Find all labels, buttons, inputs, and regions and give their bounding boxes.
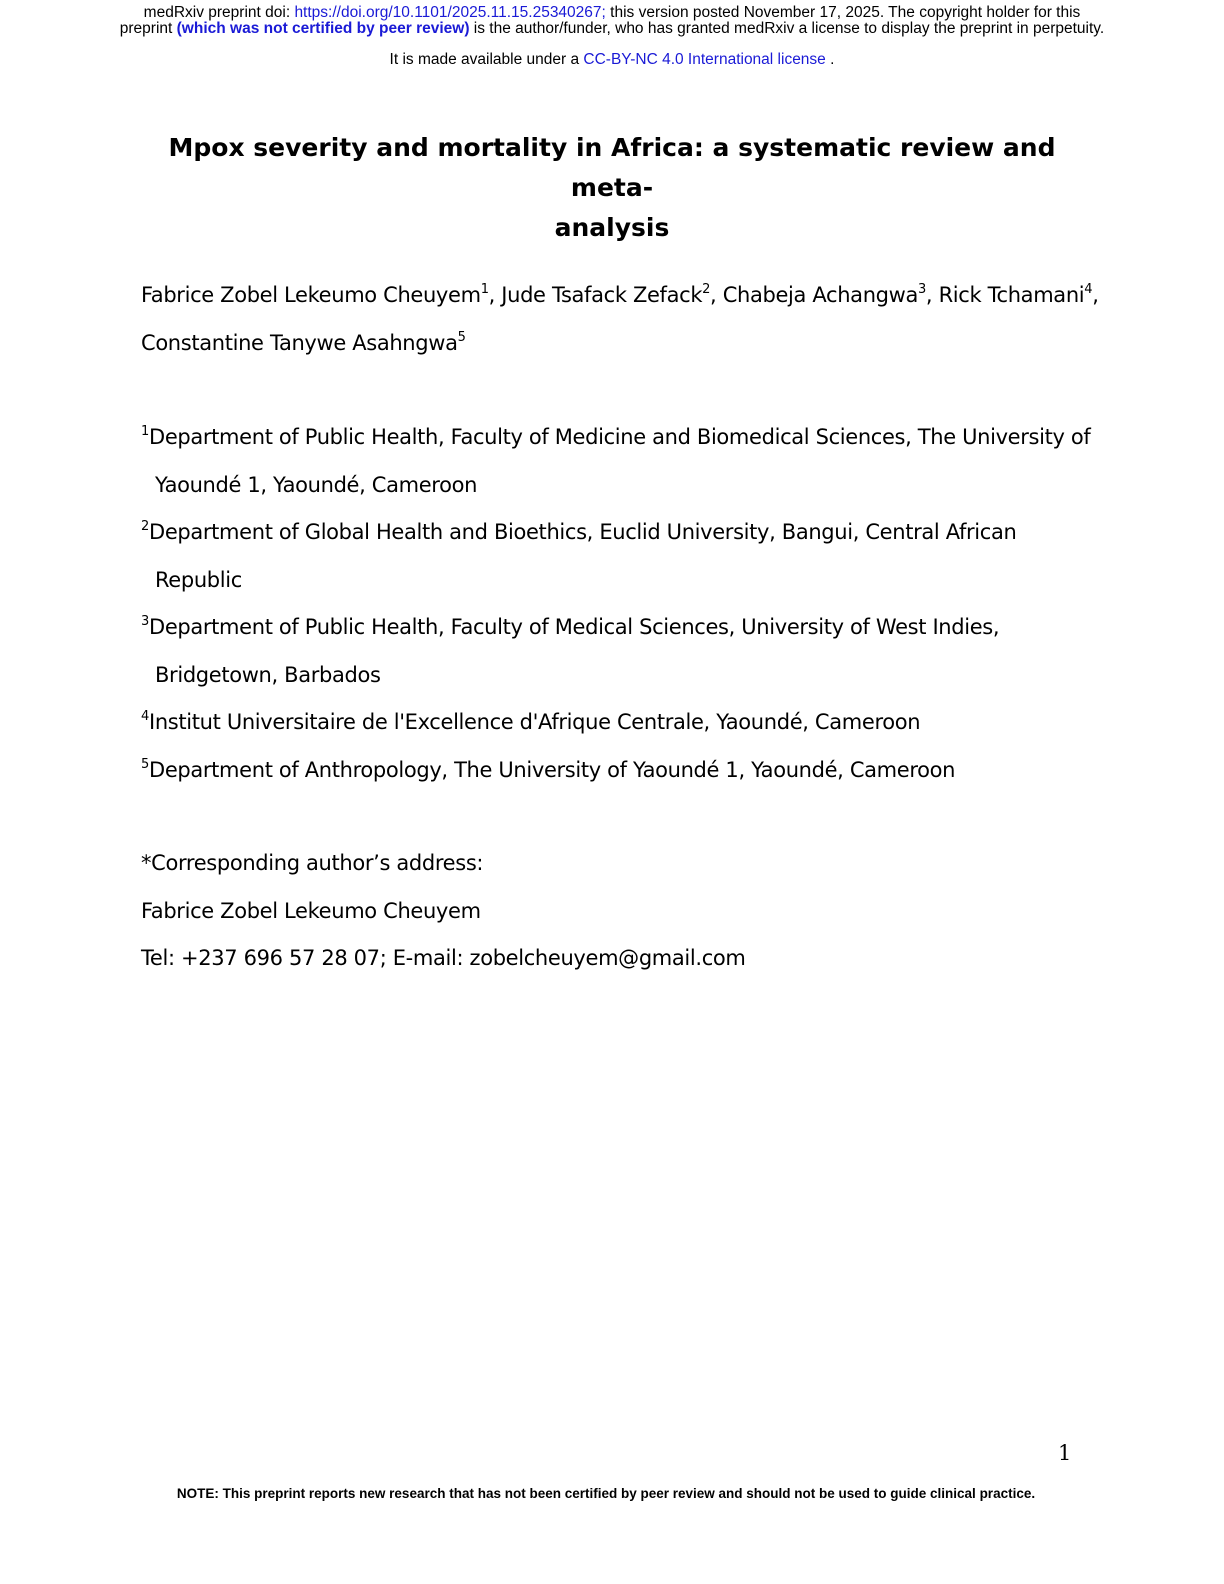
author-affiliation-ref: 3 (917, 282, 926, 297)
peer-review-notice: (which was not certified by peer review) (176, 20, 470, 37)
author-separator: , (488, 283, 502, 307)
affiliation-list (141, 414, 1101, 794)
header-text: medRxiv preprint doi: (143, 4, 295, 21)
affiliation-text: Department of Global Health and Bioethics, Euclid University, Bangui, Central African Republic (149, 520, 1017, 592)
affiliation-text: Department of Public Health, Faculty of Medicine and Biomedical Sciences, The University of Yaoundé 1, Yaoundé, Cameroon (149, 425, 1091, 497)
affiliation-item: $^4$Institut Universitaire de l'Excellence d'Afrique Centrale, Yaoundé, Cameroon (141, 709, 921, 734)
author-affiliation-ref: 4 (1084, 282, 1093, 297)
author-name: Chabeja Achangwa (722, 283, 918, 307)
author-affiliation-ref: 2 (702, 282, 711, 297)
header-text: . (825, 51, 835, 68)
title-line-1: Mpox severity and mortality in Africa: a systematic review and meta- (168, 133, 1056, 202)
author-name: Fabrice Zobel Lekeumo Cheuyem (141, 283, 481, 307)
corresponding-heading: *Corresponding author’s address: (141, 851, 484, 875)
affiliation-text: Institut Universitaire de l'Excellence d'Afrique Centrale, Yaoundé, Cameroon (149, 710, 921, 734)
header-text: preprint (119, 20, 177, 37)
affiliation-item: $^1$Department of Public Health, Faculty of Medicine and Biomedical Sciences, The University of Yaoundé 1, Yaoundé, Cameroon (141, 424, 1091, 497)
author-separator: , (925, 283, 939, 307)
paper-title (130, 128, 1094, 248)
author-name: Rick Tchamani (938, 283, 1085, 307)
author-name: Constantine Tanywe Asahngwa (141, 330, 458, 355)
author-name: Jude Tsafack Zefack (501, 283, 703, 307)
page-number: 1 (1058, 1441, 1072, 1465)
affiliation-item: $^2$Department of Global Health and Bioethics, Euclid University, Bangui, Central African Republic (141, 519, 1017, 592)
author-affiliation-ref: 1 (480, 282, 489, 297)
author-affiliation-ref: 5 (457, 329, 466, 345)
doi-link[interactable]: https://doi.org/10.1101/2025.11.15.25340267; (294, 4, 606, 21)
header-line-2 (0, 20, 1224, 37)
affiliation-text: Department of Public Health, Faculty of Medical Sciences, University of West Indies, Bridgetown, Barbados (149, 615, 1000, 687)
corresponding-author-block (141, 840, 1101, 983)
license-link[interactable]: CC-BY-NC 4.0 International license (583, 51, 826, 68)
corresponding-contact: Tel: +237 696 57 28 07; E-mail: zobelcheuyem@gmail.com (141, 946, 746, 970)
header-text: this version posted November 17, 2025. The copyright holder for this (605, 4, 1081, 21)
footer-note: NOTE: This preprint reports new research that has not been certified by peer review and should not be used to guide clinical practice. (176, 1486, 1036, 1501)
header-text: It is made available under a (389, 51, 584, 68)
affiliation-text: Department of Anthropology, The University of Yaoundé 1, Yaoundé, Cameroon (149, 757, 956, 782)
author-separator: , (710, 283, 723, 307)
header-line-1 (0, 4, 1224, 21)
affiliation-item: $^3$Department of Public Health, Faculty of Medical Sciences, University of West Indies, Bridgetown, Barbados (141, 614, 1000, 687)
author-list (141, 272, 1101, 367)
affiliation-item: $^5$Department of Anthropology, The University of Yaoundé 1, Yaoundé, Cameroon (141, 756, 956, 782)
author-separator: , (1092, 283, 1099, 307)
corresponding-name: Fabrice Zobel Lekeumo Cheuyem (141, 898, 481, 923)
title-line-2: analysis (554, 213, 670, 242)
header-text: is the author/funder, who has granted medRxiv a license to display the preprint in perpetuity. (469, 20, 1105, 37)
header-line-3 (0, 51, 1224, 68)
